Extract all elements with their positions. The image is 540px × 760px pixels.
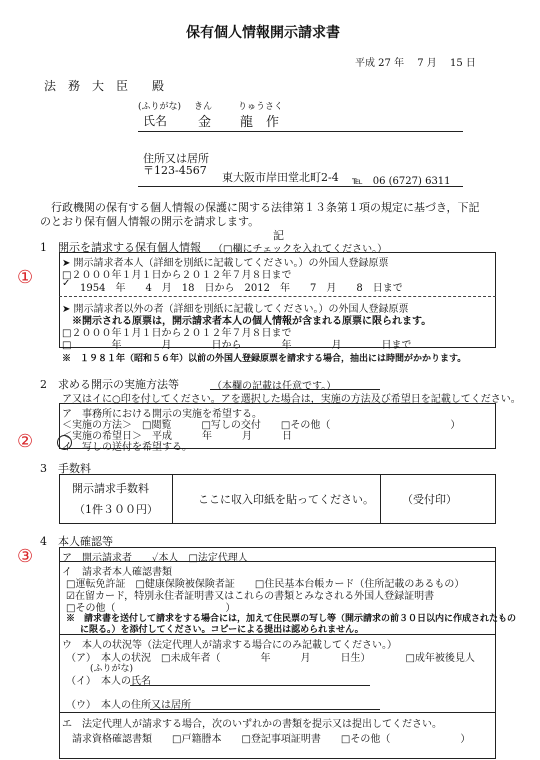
section1-divider — [59, 296, 496, 297]
section2-note: （本欄の記載は任意です。） — [212, 381, 337, 392]
section4-c: ウ 本人の状況等（法定代理人が請求する場合にのみ記載してください。） — [62, 640, 397, 651]
section1-footnote: ※ １９８１年（昭和５６年）以前の外国人登録原票を請求する場合，抽出には時間がかかります。 — [62, 354, 467, 364]
address-label: 住所又は居所 — [143, 152, 209, 165]
fee-table-divider-2 — [380, 474, 381, 524]
section4-b-option3[interactable]: □その他（ ） — [66, 603, 236, 614]
intro-line-2: のとおり保有個人情報の開示を請求します。 — [40, 215, 260, 228]
addressee: 法 務 大 臣 殿 — [44, 79, 165, 93]
stamp-instruction: ここに収入印紙を貼ってください。 — [198, 493, 374, 506]
address-underline — [138, 186, 463, 187]
section4-c-status[interactable]: （ア） 本人の状況 □未成年者（ 年 月 日生） □成年被後見人 — [66, 653, 475, 664]
section1-a-option2: 1954 年 4 月 18 日から 2012 年 7 月 8 日まで — [80, 283, 403, 294]
section4-a[interactable]: ア 開示請求者 ✓本人 □法定代理人 — [62, 553, 248, 564]
section4-c-furigana: (ふりがな) — [90, 664, 134, 674]
section2-heading: 2 求める開示の実施方法等 — [40, 378, 179, 391]
section2-instructions: ア又はイに○印を付してください。アを選択した場合は，実施の方法及び希望日を記載してください。 — [62, 394, 521, 405]
section2-option-b[interactable]: イ 写しの送付を希望する。 — [62, 442, 192, 453]
section4-b: イ 請求者本人確認書類 — [62, 567, 172, 578]
section1-a-label: ➤ 開示請求者本人（詳細を別紙に記載してください。）の外国人登録原票 — [62, 258, 389, 269]
ki-label: 記 — [273, 229, 284, 242]
furigana-label: (ふりがな) — [138, 102, 182, 112]
section4-b-option1[interactable]: □運転免許証 □健康保険被保険者証 □住民基本台帳カード（住所記載のあるもの） — [66, 579, 465, 590]
section4-divider-b — [59, 634, 496, 635]
name-given: 龍 作 — [240, 115, 280, 130]
marker-2: ② — [17, 431, 34, 452]
marker-1: ① — [17, 267, 34, 288]
request-date: 平成 27 年 7 月 15 日 — [355, 58, 476, 69]
section4-c-address-line — [150, 709, 380, 710]
section2-method[interactable]: ＜実施の方法＞ □閲覧 □写しの交付 □その他（ ） — [62, 420, 461, 431]
section2-option-a[interactable]: ア 事務所における開示の実施を希望する。 — [62, 409, 262, 420]
section4-c-address: （ウ） 本人の住所又は居所 — [66, 700, 191, 711]
section1-b-label: ➤ 開示請求者以外の者（詳細を別紙に記載してください。）の外国人登録原票 — [62, 304, 409, 315]
furigana-family: きん — [194, 102, 213, 112]
section4-b-option2[interactable]: ☑在留カード，特別永住者証明書又はこれらの書類とみなされる外国人登録証明書 — [66, 591, 435, 602]
marker-3: ③ — [17, 546, 34, 567]
fee-amount: （1件３００円） — [74, 503, 158, 516]
section2-date: ＜実施の希望日＞ 平成 年 月 日 — [62, 431, 292, 442]
section1-b-note: ※開示される原票は，開示請求者本人の個人情報が含まれる原票に限られます。 — [72, 316, 432, 327]
address-line: 東大阪市岸田堂北町2-4 — [222, 171, 339, 184]
section1-note: （□欄にチェックを入れてください。） — [213, 244, 388, 255]
section4-heading: 4 本人確認等 — [40, 535, 113, 548]
section4-b-note-2: に限る。）を添付してください。コピーによる提出は認められません。 — [80, 625, 364, 635]
section4-d-documents[interactable]: 請求資格確認書類 □戸籍謄本 □登記事項証明書 □その他（ ） — [72, 734, 471, 745]
section4-b-note-1: ※ 請求書を送付して請求をする場合には，加えて住民票の写し等（開示請求の前３０日以内に作成されたもの — [66, 614, 517, 624]
fee-table-divider-1 — [172, 474, 173, 524]
section1-a-option2-check[interactable]: ✓ — [62, 278, 71, 289]
phone-number: ℡ 06 (6727) 6311 — [352, 176, 451, 187]
section3-heading: 3 手数料 — [40, 462, 91, 475]
section1-heading: 1 開示を請求する保有個人情報 — [40, 241, 201, 254]
section4-divider-a — [59, 561, 496, 562]
section4-divider-c — [59, 712, 496, 713]
document-title: 保有個人情報開示請求書 — [186, 25, 340, 41]
postal-code: 〒123-4567 — [143, 164, 207, 177]
section4-d: エ 法定代理人が請求する場合，次のいずれかの書類を提示又は提出してください。 — [62, 719, 442, 730]
name-underline — [138, 131, 463, 132]
name-family: 金 — [198, 115, 212, 130]
receipt-stamp: （受付印） — [402, 493, 457, 506]
section1-a-option1[interactable]: □２０００年１月１日から２０１２年７月８日まで — [62, 270, 292, 281]
intro-line-1: 行政機関の保有する個人情報の保護に関する法律第１３条第１項の規定に基づき，下記 — [40, 201, 480, 214]
section1-b-option2[interactable]: □ 年 月 日から 年 月 日まで — [62, 340, 412, 351]
section4-c-name: （イ） 本人の氏名 — [66, 676, 151, 687]
section1-b-option1[interactable]: □２０００年１月１日から２０１２年７月８日まで — [62, 328, 292, 339]
fee-label: 開示請求手数料 — [72, 482, 149, 495]
furigana-given: りゅうさく — [238, 102, 284, 112]
option-b-circle — [57, 435, 72, 450]
section4-c-name-line — [130, 685, 370, 686]
name-label: 氏名 — [143, 114, 168, 128]
